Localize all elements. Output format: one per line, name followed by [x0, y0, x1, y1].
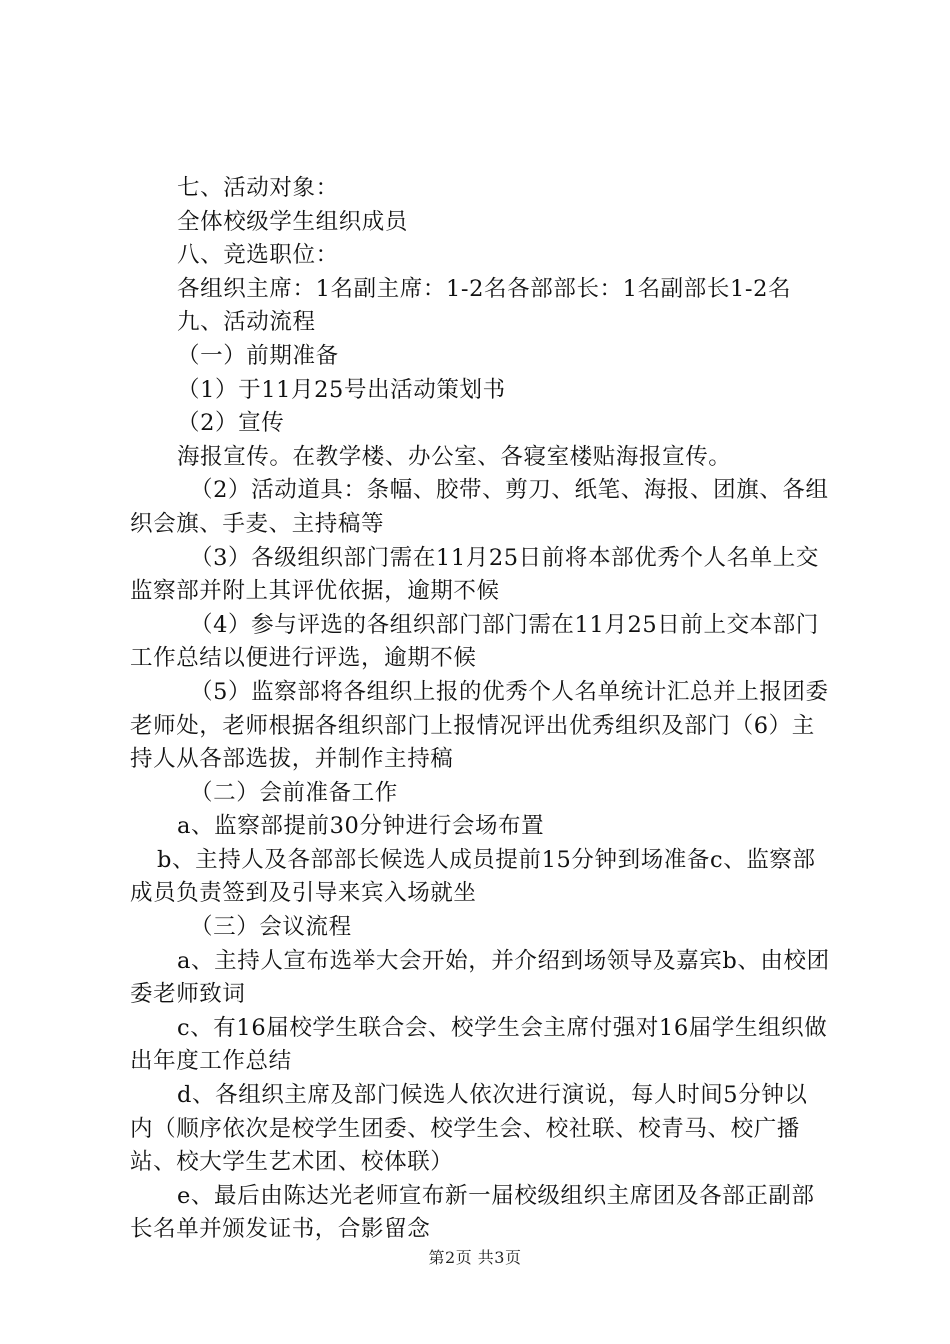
paragraph: 各组织主席：1名副主席：1-2名各部部长：1名副部长1-2名: [177, 275, 792, 302]
section-heading-8: 八、竞选职位：: [177, 242, 339, 269]
list-item: c、有16届校学生联合会、校学生会主席付强对16届学生组织做出年度工作总结: [130, 1014, 828, 1075]
list-item: e、最后由陈达光老师宣布新一届校级组织主席团及各部正副部长名单并颁发证书，合影留念: [130, 1182, 815, 1243]
list-item: （4）参与评选的各组织部门部门需在11月25日前上交本部门工作总结以便进行评选，逾期不候: [130, 611, 819, 672]
document-body: [130, 172, 830, 1247]
section-heading-9: 九、活动流程: [177, 309, 316, 336]
paragraph: 全体校级学生组织成员: [177, 208, 409, 235]
paragraph: 海报宣传。在教学楼、办公室、各寝室楼贴海报宣传。: [177, 443, 732, 470]
section-heading-7: 七、活动对象：: [177, 175, 339, 201]
list-item: a、监察部提前30分钟进行会场布置: [177, 813, 545, 840]
list-item: d、各组织主席及部门候选人依次进行演说，每人时间5分钟以内（顺序依次是校学生团委、校学生会、校社联、校青马、校广播站、校大学生艺术团、校体联）: [130, 1082, 808, 1176]
subsection-heading-3: （三）会议流程: [190, 914, 352, 941]
list-item: （2）宣传: [177, 410, 285, 437]
list-item: （5）监察部将各组织上报的优秀个人名单统计汇总并上报团委老师处，老师根据各组织部门上报情况评出优秀组织及部门（6）主持人从各部选拔，并制作主持稿: [130, 678, 829, 773]
list-item: b、主持人及各部部长候选人成员提前15分钟到场准备c、监察部成员负责签到及引导来宾入场就坐: [130, 846, 816, 907]
list-item: （1）于11月25号出活动策划书: [177, 376, 506, 403]
subsection-heading-1: （一）前期准备: [177, 342, 339, 369]
subsection-heading-2: （二）会前准备工作: [190, 779, 398, 806]
list-item: a、主持人宣布选举大会开始，并介绍到场领导及嘉宾b、由校团委老师致词: [130, 947, 830, 1008]
page-footer: 第2页 共3页: [428, 1248, 522, 1267]
list-item: （3）各级组织部门需在11月25日前将本部优秀个人名单上交监察部并附上其评优依据，逾期不候: [130, 544, 819, 605]
list-item: （2）活动道具：条幅、胶带、剪刀、纸笔、海报、团旗、各组织会旗、手麦、主持稿等: [130, 477, 829, 537]
